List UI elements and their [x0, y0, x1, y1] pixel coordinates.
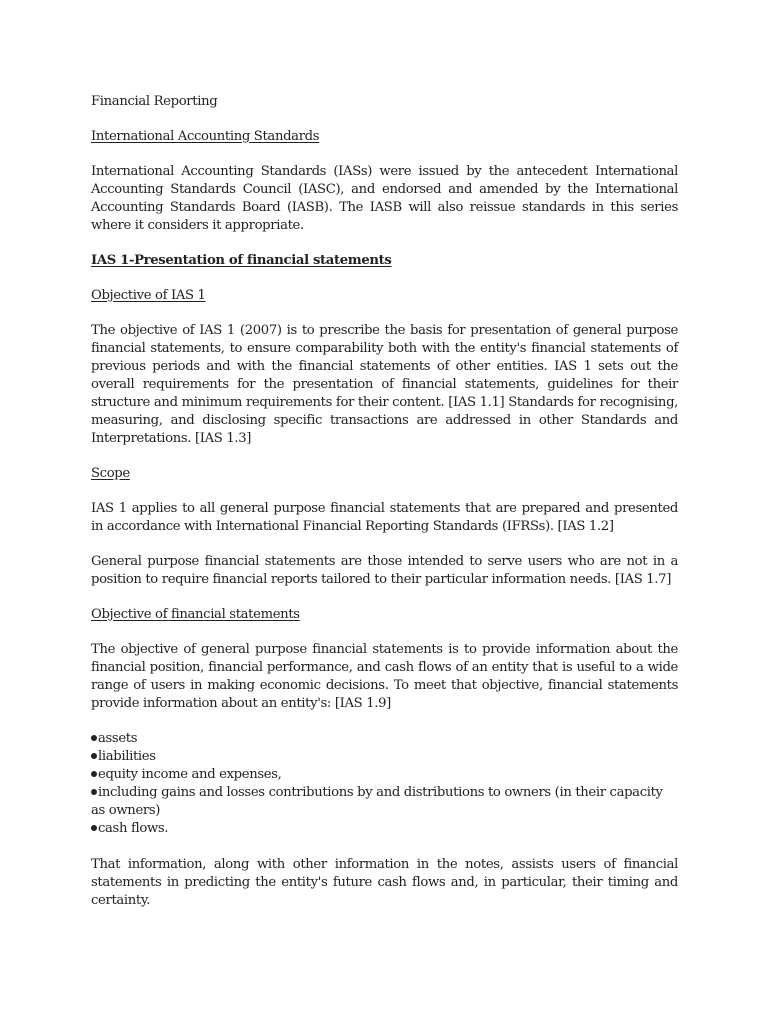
- objective-paragraph: The objective of IAS 1 (2007) is to prescribe the basis for presentation of general purpose financial statements, to ensure comparability both with the entity's financial statements of previous periods and with the financial statements of other entities. IAS 1 sets out the overall requirements for the presentation of financial statements, guidelines for their structure and minimum requirements for their content. [IAS 1.1] Standards for recognising, measuring, and disclosing specific transactions are addressed in other Standards and Interpretations. [IAS 1.3]: [91, 323, 678, 446]
- bullet-icon: [91, 735, 97, 741]
- scope-paragraph-1: IAS 1 applies to all general purpose financial statements that are prepared and presented in accordance with International Financial Reporting Standards (IFRSs). [IAS 1.2]: [91, 501, 678, 534]
- list-item: [91, 784, 678, 820]
- scope-paragraph-2: General purpose financial statements are those intended to serve users who are not in a position to require financial reports tailored to their particular information needs. [IAS 1.7]: [91, 554, 678, 587]
- list-item-text: liabilities: [98, 749, 156, 764]
- ias1-heading: IAS 1-Presentation of financial statements: [91, 253, 392, 268]
- list-item-text: cash flows.: [98, 821, 169, 836]
- scope-heading: Scope: [91, 466, 130, 481]
- list-item: [91, 730, 678, 748]
- section-heading: International Accounting Standards: [91, 129, 320, 144]
- bullet-list: [91, 730, 678, 838]
- list-item-text: including gains and losses contributions by and distributions to owners (in their capacity as owners): [91, 785, 663, 818]
- bullet-icon: [91, 753, 97, 759]
- list-item-text: assets: [98, 731, 138, 746]
- closing-paragraph: That information, along with other information in the notes, assists users of financial statements in predicting the entity's future cash flows and, in particular, their timing and certainty.: [91, 857, 678, 908]
- document-page: [91, 93, 678, 927]
- document-title: Financial Reporting: [91, 94, 218, 109]
- objective-heading: Objective of IAS 1: [91, 288, 206, 303]
- bullet-icon: [91, 771, 97, 777]
- intro-paragraph: International Accounting Standards (IASs) were issued by the antecedent International Accounting Standards Council (IASC), and endorsed and amended by the International Accounting Standards Board (IASB). The IASB will also reissue standards in this series where it considers it appropriate.: [91, 164, 678, 233]
- fs-objective-heading: Objective of financial statements: [91, 607, 300, 622]
- bullet-icon: [91, 825, 97, 831]
- fs-objective-paragraph: The objective of general purpose financial statements is to provide information about the financial position, financial performance, and cash flows of an entity that is useful to a wide range of users in making economic decisions. To meet that objective, financial statements provide information about an entity's: [IAS 1.9]: [91, 642, 678, 711]
- bullet-icon: [91, 789, 97, 795]
- list-item: [91, 820, 678, 838]
- list-item: [91, 766, 678, 784]
- list-item-text: equity income and expenses,: [98, 767, 282, 782]
- list-item: [91, 748, 678, 766]
